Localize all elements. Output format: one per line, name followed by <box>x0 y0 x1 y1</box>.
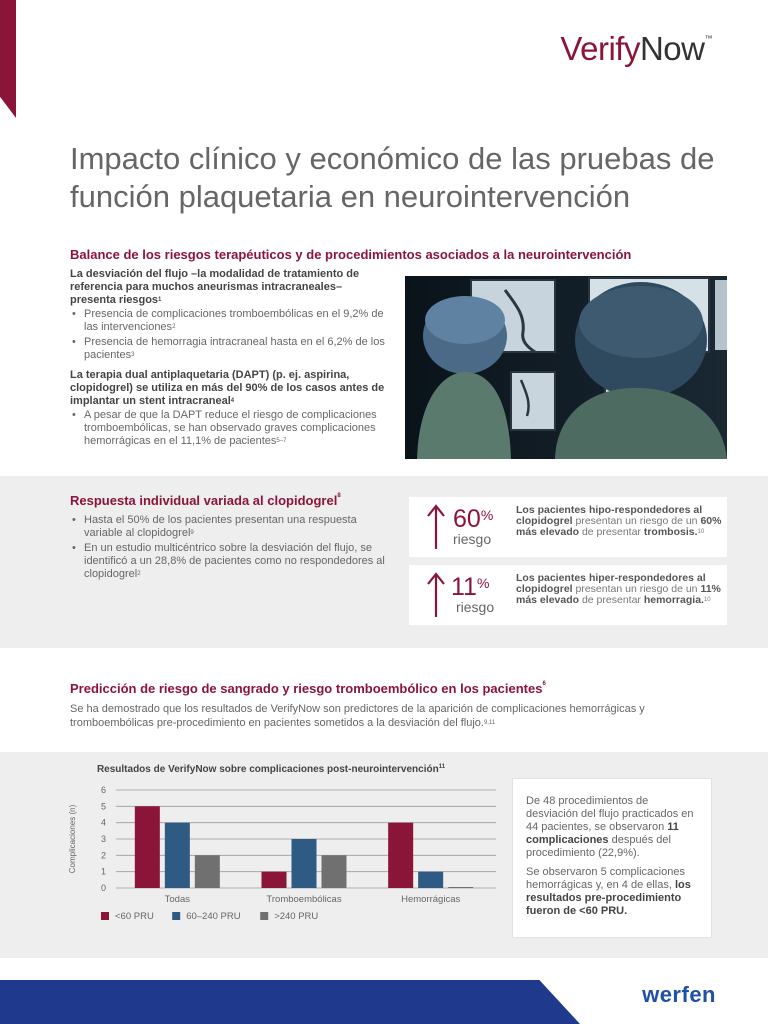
ref-marker: 9 <box>190 530 194 536</box>
ref-marker: 5–7 <box>276 438 287 444</box>
ref-marker: 2 <box>137 571 141 577</box>
x-tick-label: Hemorrágicas <box>401 894 461 905</box>
block1-lead-text: La desviación del flujo –la modalidad de tratamiento de referencia para muchos aneurismas intracraneales– presenta riesgos <box>70 268 360 306</box>
bullet-text: Presencia de hemorragia intracraneal hasta en el 6,2% de los pacientes <box>84 336 385 361</box>
x-tick-label: Tromboembólicas <box>266 894 342 905</box>
bar <box>448 887 473 888</box>
ref-marker: 11 <box>438 764 446 770</box>
risk-description <box>516 505 724 538</box>
desc-bold: 60% más elevado <box>516 515 722 538</box>
ref-marker: 6 <box>542 681 546 687</box>
info-paragraph-1 <box>526 795 699 860</box>
block2-bullets <box>70 409 390 448</box>
section2-bullets <box>70 514 395 583</box>
legend-label: <60 PRU <box>115 911 154 922</box>
legend-swatch <box>101 912 109 920</box>
section2-heading <box>70 493 341 508</box>
risk-word: riesgo <box>453 531 492 547</box>
ref-marker: 4 <box>230 398 235 404</box>
legend-label: >240 PRU <box>274 911 319 922</box>
chart-title-text: Resultados de VerifyNow sobre complicaciones post-neurointervención <box>96 764 439 775</box>
y-tick-label: 1 <box>100 866 106 877</box>
section3-body: Se ha demostrado que los resultados de VerifyNow son predictores de la aparición de complicaciones hemorrágicas y tromboembólicas pre-procedimiento en pacientes sometidos a la desviación del flujo. <box>70 703 645 729</box>
ref-marker: 9,11 <box>483 720 496 726</box>
list-item <box>70 542 395 581</box>
ref-marker: 10 <box>697 529 705 535</box>
info-text: Se observaron 5 complicaciones hemorrágicas y, en 4 de ellas, <box>526 866 685 891</box>
list-item <box>70 409 390 448</box>
bar <box>322 855 347 888</box>
y-tick-label: 4 <box>100 817 106 828</box>
risk-word: riesgo <box>456 599 495 615</box>
ref-marker: 3 <box>131 352 135 358</box>
risk-card-hemorrhage <box>409 565 727 625</box>
bullet-text: Hasta el 50% de los pacientes presentan una respuesta variable al clopidogrel <box>84 514 357 539</box>
page-title: Impacto clínico y económico de las pruebas de función plaquetaria en neurointervención <box>70 141 715 214</box>
desc-bold: Los pacientes hipo-respondedores al clopidogrel <box>516 504 703 527</box>
block1-lead <box>70 268 390 307</box>
bar <box>418 872 443 888</box>
desc-bold: 11% más elevado <box>516 583 721 606</box>
y-tick-label: 2 <box>100 850 106 861</box>
x-tick-label: Todas <box>164 894 191 905</box>
bullet-text: En un estudio multicéntrico sobre la desviación del flujo, se identificó a un 28,8% de pacientes como no respondedores al clopidogrel <box>84 542 385 580</box>
logo-tm: ™ <box>704 34 712 43</box>
bullet-text: Presencia de complicaciones tromboembólicas en el 9,2% de las intervenciones <box>84 308 384 333</box>
ref-marker: 2 <box>172 324 176 330</box>
legend-swatch <box>260 912 268 920</box>
info-bold: los resultados pre-procedimiento fueron de <60 PRU. <box>526 879 691 917</box>
desc-text: presentan un riesgo de un <box>572 515 701 527</box>
section2-heading-text: Respuesta individual variada al clopidogrel <box>70 493 338 508</box>
risk-value: 11 <box>451 573 477 601</box>
werfen-logo: werfen <box>642 982 716 1007</box>
corner-ribbon <box>0 0 16 118</box>
bullet-text: A pesar de que la DAPT reduce el riesgo de complicaciones tromboembólicas, se han observado graves complicaciones hemorrágicas en el 11,1% de pacientes <box>84 409 377 447</box>
risk-value: 60 <box>453 505 481 533</box>
section1-heading: Balance de los riesgos terapéuticos y de procedimientos asociados a la neurointervención <box>70 247 632 262</box>
section3-heading-text: Predicción de riesgo de sangrado y riesgo tromboembólico en los pacientes <box>70 681 543 696</box>
desc-text: de presentar <box>579 594 644 606</box>
info-text: De 48 procedimientos de desviación del flujo practicados en 44 pacientes, se observaron <box>526 795 694 833</box>
y-tick-label: 6 <box>100 785 106 795</box>
risk-percentage <box>451 573 489 602</box>
block2-lead-text: La terapia dual antiplaquetaria (DAPT) (p. ej. aspirina, clopidogrel) se utiliza en más del 90% de los casos antes de implantar un stent intracraneal <box>70 369 385 407</box>
section3-text <box>70 702 730 730</box>
desc-bold: trombosis. <box>643 526 698 538</box>
complications-chart <box>56 752 502 942</box>
bar <box>195 855 220 888</box>
photo-illustration <box>405 276 727 459</box>
y-tick-label: 5 <box>100 801 106 812</box>
bar <box>262 872 287 888</box>
list-item <box>70 336 390 362</box>
legend-label: 60–240 PRU <box>186 911 241 922</box>
risk-unit: % <box>480 507 494 523</box>
ref-marker: 10 <box>703 597 711 603</box>
bar <box>135 806 160 888</box>
logo-part1: Verify <box>560 30 640 67</box>
verifynow-logo <box>560 30 712 68</box>
ref-marker: 1 <box>158 297 162 303</box>
section1-text <box>70 268 390 455</box>
y-tick-label: 3 <box>100 834 106 844</box>
desc-bold: Los pacientes hiper-respondedores al clopidogrel <box>516 572 706 595</box>
block2-lead <box>70 369 390 408</box>
logo-part2: Now <box>639 30 705 67</box>
list-item <box>70 308 390 334</box>
bar <box>388 823 413 888</box>
footer-blue-stripe <box>0 980 580 1024</box>
info-box <box>512 778 712 938</box>
risk-card-thrombosis <box>409 497 727 557</box>
y-axis-label: Complicaciones (n) <box>68 804 77 874</box>
neurointervention-photo <box>405 276 727 459</box>
desc-text: de presentar <box>579 526 644 538</box>
chart-svg <box>56 774 502 954</box>
list-item <box>70 514 395 540</box>
arrow-up-icon <box>423 571 449 617</box>
risk-unit: % <box>476 575 490 591</box>
risk-description <box>516 573 724 606</box>
info-text: después del procedimiento (22,9%). <box>526 834 671 859</box>
desc-text: presentan un riesgo de un <box>572 583 701 595</box>
legend-swatch <box>172 912 180 920</box>
risk-percentage <box>453 505 493 534</box>
bar <box>165 823 190 888</box>
bar <box>292 839 317 888</box>
arrow-up-icon <box>423 503 449 549</box>
ref-marker: 8 <box>337 493 341 499</box>
desc-bold: hemorragia. <box>643 594 704 606</box>
y-tick-label: 0 <box>100 883 106 893</box>
info-paragraph-2 <box>526 866 699 918</box>
block1-bullets <box>70 308 390 362</box>
info-bold: 11 complicaciones <box>526 821 679 846</box>
section3-heading <box>70 681 546 696</box>
